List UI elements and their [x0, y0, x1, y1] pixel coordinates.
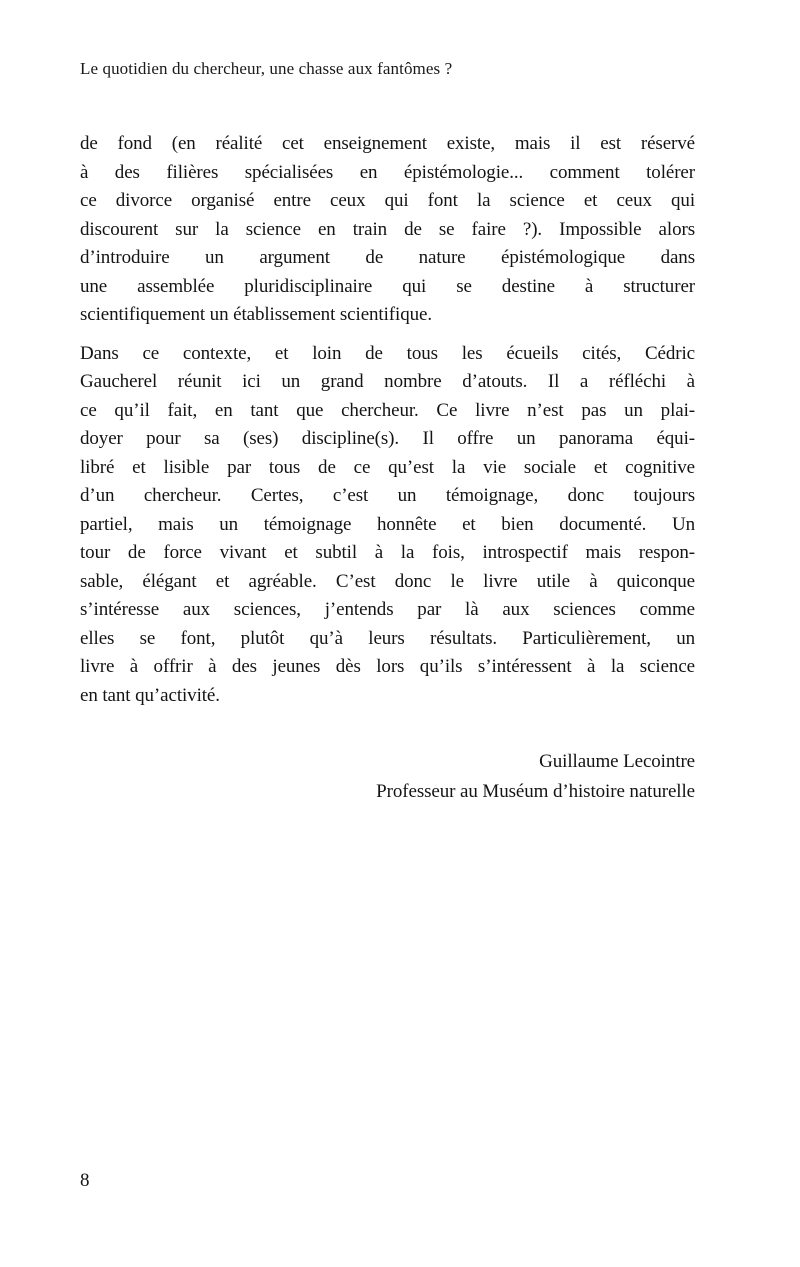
- text-line: elles se font, plutôt qu’à leurs résultats. Particulièrement, un: [80, 627, 695, 649]
- text-line: libré et lisible par tous de ce qu’est la vie sociale et cognitive: [80, 456, 695, 478]
- text-line: doyer pour sa (ses) discipline(s). Il offre un panorama équi-: [80, 428, 695, 449]
- text-line: à des filières spécialisées en épistémologie... comment tolérer: [80, 161, 695, 183]
- text-line: en tant qu’activité.: [80, 684, 220, 706]
- text-line: tour de force vivant et subtil à la fois, introspectif mais respon-: [80, 542, 695, 563]
- text-line: scientifiquement un établissement scientifique.: [80, 304, 432, 325]
- text-line: d’un chercheur. Certes, c’est un témoignage, donc toujours: [80, 485, 695, 506]
- paragraphs-container: [80, 130, 695, 710]
- paragraph: [80, 130, 695, 330]
- text-line: Dans ce contexte, et loin de tous les écueils cités, Cédric: [80, 342, 695, 364]
- paragraph: [80, 340, 695, 711]
- signature-block: [80, 747, 695, 806]
- text-line: livre à offrir à des jeunes dès lors qu’ils s’intéressent à la science: [80, 656, 695, 677]
- text-line: ce qu’il fait, en tant que chercheur. Ce livre n’est pas un plai-: [80, 399, 695, 421]
- text-line: de fond (en réalité cet enseignement existe, mais il est réservé: [80, 133, 695, 154]
- text-line: discourent sur la science en train de se faire ?). Impossible alors: [80, 218, 695, 240]
- text-line: partiel, mais un témoignage honnête et bien documenté. Un: [80, 513, 695, 535]
- text-line: une assemblée pluridisciplinaire qui se destine à structurer: [80, 275, 695, 297]
- page-number: 8: [80, 1170, 90, 1191]
- text-line: d’introduire un argument de nature épistémologique dans: [80, 247, 695, 268]
- signature-name: Guillaume Lecointre: [539, 751, 695, 772]
- text-line: s’intéresse aux sciences, j’entends par là aux sciences comme: [80, 599, 695, 620]
- signature-title: Professeur au Muséum d’histoire naturelle: [376, 780, 695, 802]
- text-line: ce divorce organisé entre ceux qui font la science et ceux qui: [80, 190, 695, 211]
- body-text: [80, 130, 695, 806]
- text-line: sable, élégant et agréable. C’est donc le livre utile à quiconque: [80, 570, 695, 592]
- running-header: Le quotidien du chercheur, une chasse aux fantômes ?: [80, 59, 453, 78]
- text-line: Gaucherel réunit ici un grand nombre d’atouts. Il a réfléchi à: [80, 371, 695, 392]
